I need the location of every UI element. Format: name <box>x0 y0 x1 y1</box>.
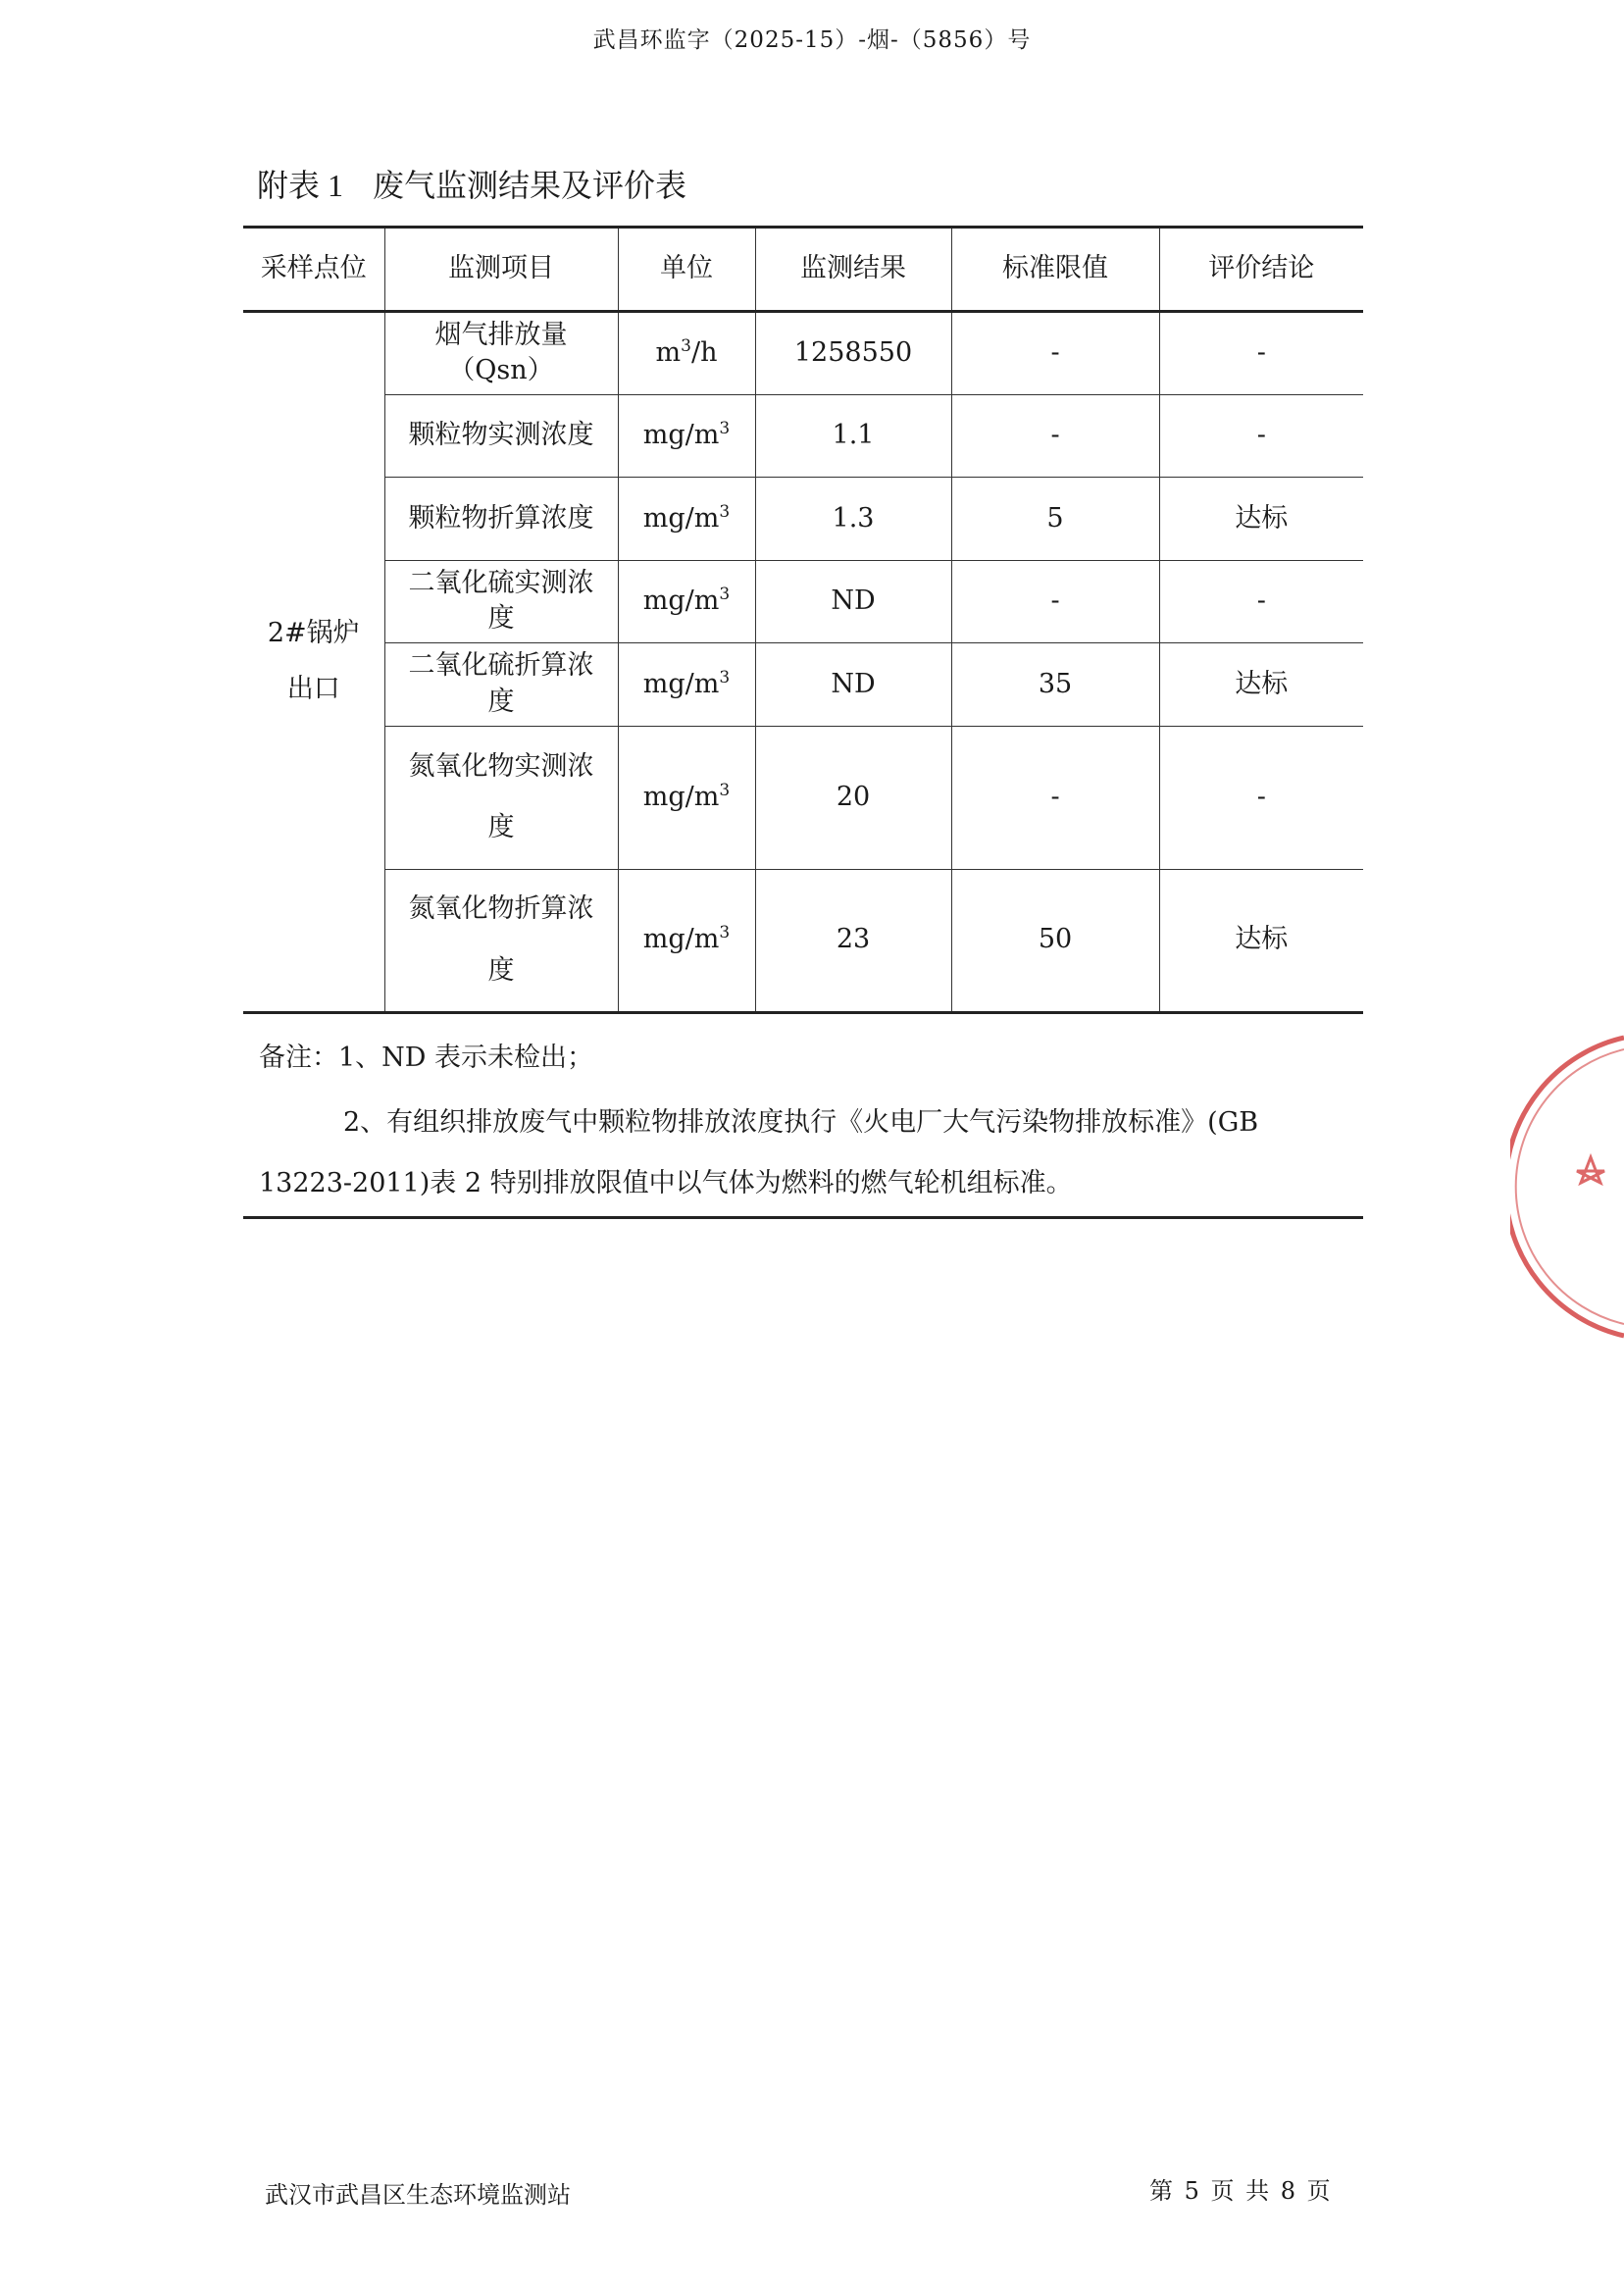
monitoring-item-cell <box>384 869 618 1012</box>
monitoring-item-label: 二氧化硫折算浓 <box>408 650 594 682</box>
conclusion-cell: - <box>1159 312 1363 395</box>
result-cell: 20 <box>755 726 951 869</box>
sampling-site-cell <box>243 312 384 1013</box>
unit-cell <box>618 478 755 561</box>
column-header: 单位 <box>618 228 755 312</box>
unit-cell <box>618 643 755 727</box>
monitoring-item-cell <box>384 394 618 478</box>
note-2: 2、有组织排放废气中颗粒物排放浓度执行《火电厂大气污染物排放标准》(GB 13223-2011)表 2 特别排放限值中以气体为燃料的燃气轮机组标准。 <box>259 1107 1259 1198</box>
monitoring-item-label: 颗粒物折算浓度 <box>408 502 594 534</box>
monitoring-item-label: 度 <box>487 686 515 717</box>
conclusion-cell: - <box>1159 394 1363 478</box>
monitoring-item-label: 颗粒物实测浓度 <box>408 420 594 451</box>
table-row <box>243 726 1363 869</box>
unit-cell <box>618 394 755 478</box>
sampling-site-label: 2#锅炉 <box>267 618 360 649</box>
unit-base: mg/m <box>642 420 720 451</box>
unit-cell <box>618 726 755 869</box>
table-row <box>243 643 1363 727</box>
unit-base: mg/m <box>642 668 720 699</box>
monitoring-item-label: 氮氧化物实测浓 <box>408 750 594 782</box>
unit-superscript: 3 <box>719 923 731 943</box>
note-1: 备注：1、ND 表示未检出； <box>259 1043 594 1073</box>
monitoring-item-label: 氮氧化物折算浓 <box>408 893 594 925</box>
column-header: 监测项目 <box>384 228 618 312</box>
unit-base: mg/m <box>642 502 720 534</box>
unit-superscript: 3 <box>681 336 691 357</box>
footer-organization: 武汉市武昌区生态环境监测站 <box>265 2181 571 2209</box>
unit-tail: /h <box>690 337 718 369</box>
column-header: 评价结论 <box>1159 228 1363 312</box>
table-row <box>243 312 1363 395</box>
conclusion-cell: - <box>1159 560 1363 643</box>
column-header: 标准限值 <box>951 228 1159 312</box>
standard-limit-cell: - <box>951 394 1159 478</box>
unit-cell <box>618 869 755 1012</box>
standard-limit-cell: - <box>951 560 1159 643</box>
monitoring-item-cell <box>384 726 618 869</box>
conclusion-cell: 达标 <box>1159 643 1363 727</box>
unit-base: mg/m <box>642 924 720 955</box>
footer-page-number: 第 5 页 共 8 页 <box>1149 2177 1331 2205</box>
unit-base: mg/m <box>642 781 720 812</box>
standard-limit-cell: 35 <box>951 643 1159 727</box>
unit-superscript: 3 <box>719 501 731 522</box>
notes-section <box>243 1014 1363 1219</box>
column-header: 监测结果 <box>755 228 951 312</box>
table-row <box>243 478 1363 561</box>
results-table <box>243 226 1363 1014</box>
standard-limit-cell: 5 <box>951 478 1159 561</box>
conclusion-cell: - <box>1159 726 1363 869</box>
table-header-row <box>243 228 1363 312</box>
result-cell: 23 <box>755 869 951 1012</box>
table-title <box>257 161 686 206</box>
result-cell: 1.3 <box>755 478 951 561</box>
unit-superscript: 3 <box>719 585 731 605</box>
result-cell: 1258550 <box>755 312 951 395</box>
table-row <box>243 869 1363 1012</box>
standard-limit-cell: - <box>951 312 1159 395</box>
result-cell: ND <box>755 560 951 643</box>
monitoring-item-label: 度 <box>487 603 515 635</box>
unit-cell <box>618 560 755 643</box>
unit-base: m <box>655 337 682 369</box>
column-header: 采样点位 <box>243 228 384 312</box>
standard-limit-cell: 50 <box>951 869 1159 1012</box>
document-number-header: 武昌环监字（2025-15）-烟-（5856）号 <box>592 27 1032 53</box>
unit-base: mg/m <box>642 585 720 617</box>
unit-cell <box>618 312 755 395</box>
standard-limit-cell: - <box>951 726 1159 869</box>
unit-superscript: 3 <box>719 419 731 439</box>
monitoring-item-label: 二氧化硫实测浓 <box>408 567 594 598</box>
monitoring-item-cell <box>384 560 618 643</box>
appendix-number: 附表 1 <box>257 168 344 203</box>
monitoring-item-cell <box>384 312 618 395</box>
appendix-title: 废气监测结果及评价表 <box>373 167 687 204</box>
seal-stamp-icon <box>1510 1030 1624 1344</box>
monitoring-item-cell <box>384 478 618 561</box>
result-cell: ND <box>755 643 951 727</box>
table-row <box>243 560 1363 643</box>
conclusion-cell: 达标 <box>1159 869 1363 1012</box>
conclusion-cell: 达标 <box>1159 478 1363 561</box>
unit-superscript: 3 <box>719 780 731 800</box>
monitoring-item-label: 度 <box>487 954 515 986</box>
monitoring-item-label: 烟气排放量 <box>434 319 568 350</box>
unit-superscript: 3 <box>719 667 731 687</box>
monitoring-item-label: 度 <box>487 812 515 842</box>
monitoring-item-label: （Qsn） <box>448 355 554 386</box>
result-cell: 1.1 <box>755 394 951 478</box>
sampling-site-label: 出口 <box>286 673 340 704</box>
table-row <box>243 394 1363 478</box>
monitoring-item-cell <box>384 643 618 727</box>
